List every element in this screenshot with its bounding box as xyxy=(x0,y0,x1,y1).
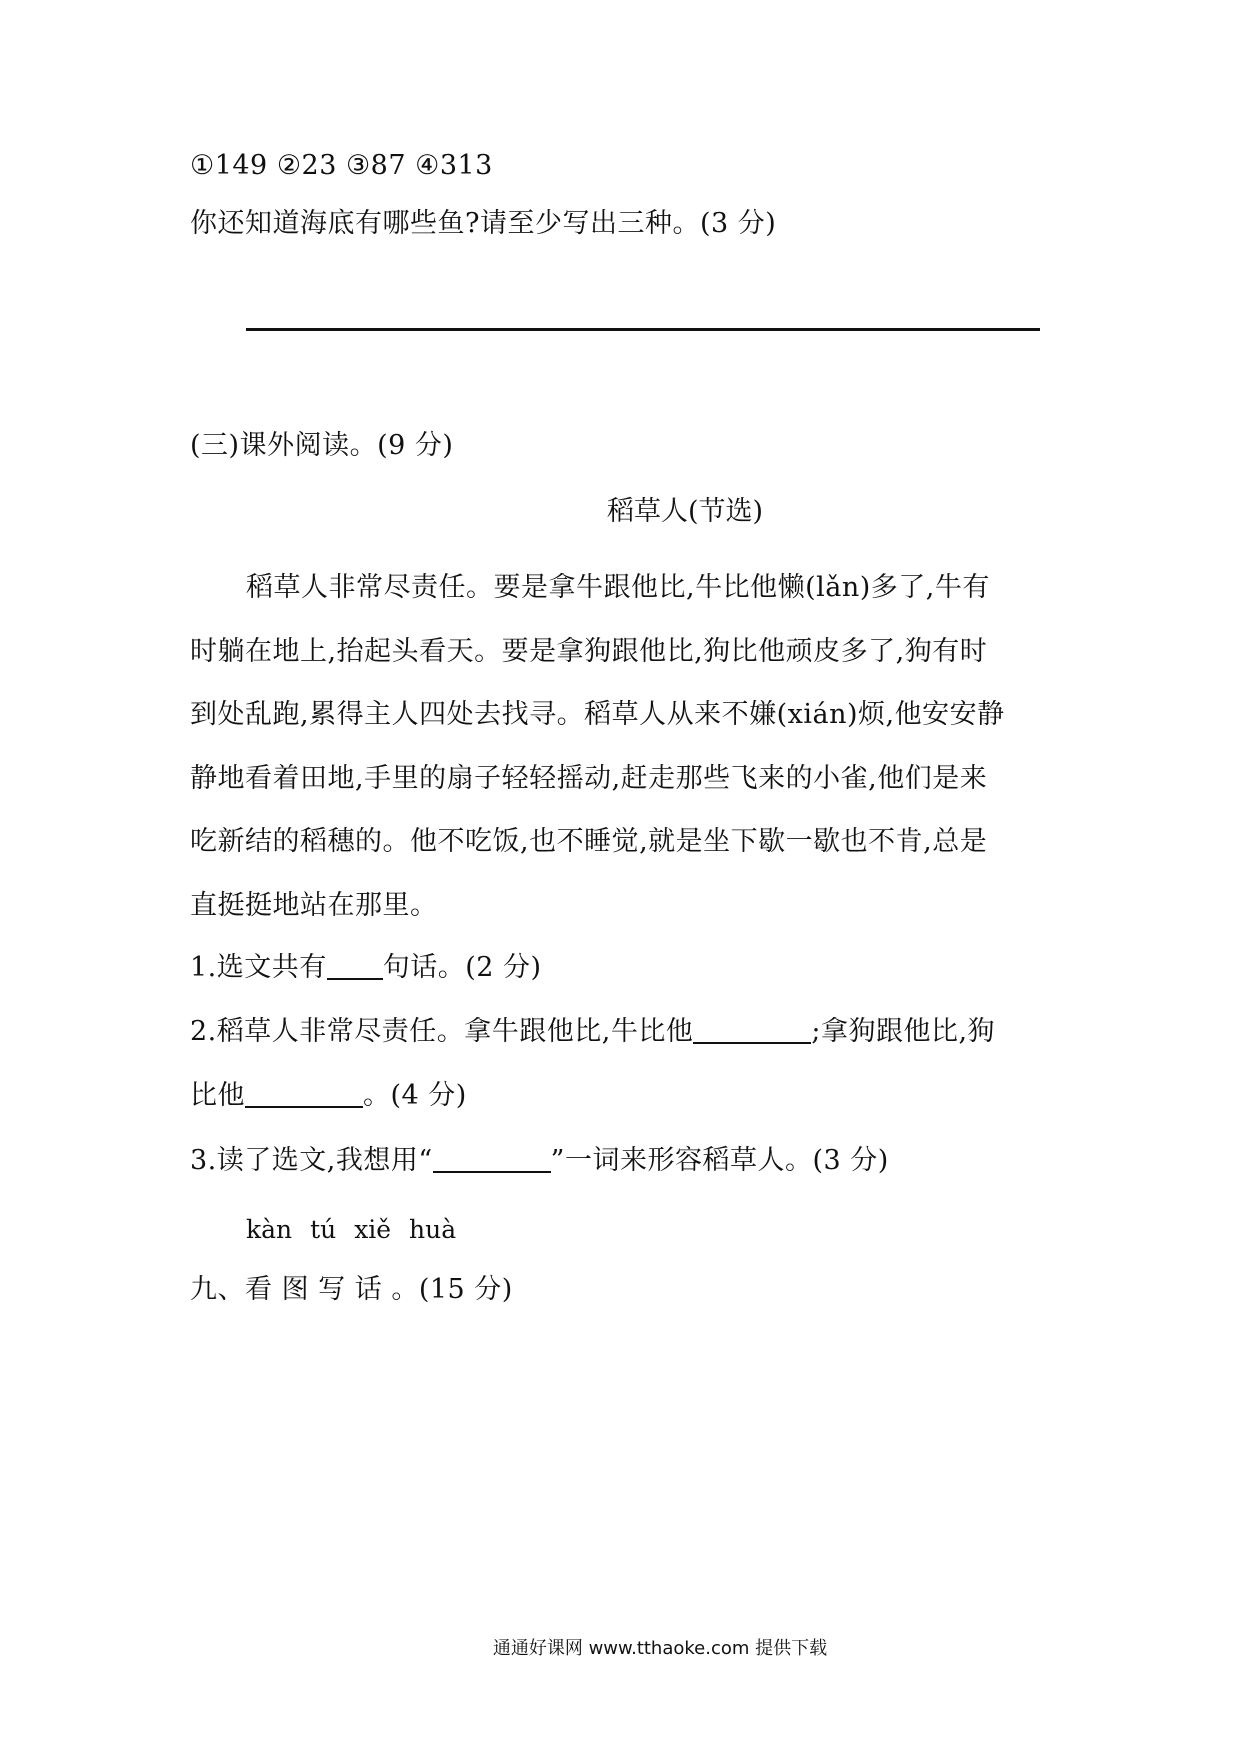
question-1-suffix: 句话。(2 分) xyxy=(382,952,542,983)
question-2-middle: ;拿狗跟他比,狗 xyxy=(811,1016,996,1047)
options-line: ①149 ②23 ③87 ④313 xyxy=(190,150,493,181)
question-2 xyxy=(190,1012,995,1052)
fish-question: 你还知道海底有哪些鱼?请至少写出三种。(3 分) xyxy=(190,208,777,239)
section3-heading: (三)课外阅读。(9 分) xyxy=(190,430,454,461)
paragraph-row: 时躺在地上,抬起头看天。要是拿狗跟他比,狗比他顽皮多了,狗有时 xyxy=(190,635,988,667)
paragraph-row: 静地看着田地,手里的扇子轻轻摇动,赶走那些飞来的小雀,他们是来 xyxy=(190,762,988,794)
passage-title: 稻草人(节选) xyxy=(606,496,764,527)
passage-paragraph xyxy=(190,556,1060,937)
question-3 xyxy=(190,1141,889,1181)
question-3-suffix: ”一词来形容稻草人。(3 分) xyxy=(550,1145,889,1176)
question-1-prefix: 1.选文共有 xyxy=(190,952,327,983)
question-3-prefix: 3.读了选文,我想用“ xyxy=(190,1145,433,1176)
paragraph-row: 吃新结的稻穗的。他不吃饭,也不睡觉,就是坐下歇一歇也不肯,总是 xyxy=(190,826,988,857)
question-2-blank-2[interactable] xyxy=(245,1076,363,1108)
question-1-blank[interactable] xyxy=(327,948,383,980)
paragraph-row: 稻草人非常尽责任。要是拿牛跟他比,牛比他懒(lǎn)多了,牛有 xyxy=(246,572,990,603)
footer-credit: 通通好课网 www.tthaoke.com 提供下载 xyxy=(492,1638,828,1659)
question-2-prefix: 2.稻草人非常尽责任。拿牛跟他比,牛比他 xyxy=(190,1016,694,1047)
question-2-second-prefix: 比他 xyxy=(190,1080,245,1111)
paragraph-row: 直挺挺地站在那里。 xyxy=(190,889,438,921)
question-2-suffix: 。(4 分) xyxy=(363,1080,467,1111)
question-3-blank[interactable] xyxy=(433,1141,551,1173)
section9-pinyin: kàn tú xiě huà xyxy=(246,1215,457,1244)
paragraph-row: 到处乱跑,累得主人四处去找寻。稻草人从来不嫌(xián)烦,他安安静 xyxy=(190,699,1005,730)
question-2-blank-1[interactable] xyxy=(693,1012,811,1044)
section9-heading: 九、看 图 写 话 。(15 分) xyxy=(190,1274,513,1305)
question-1 xyxy=(190,948,542,988)
question-2-continued xyxy=(190,1076,467,1116)
answer-line[interactable] xyxy=(246,328,1040,331)
